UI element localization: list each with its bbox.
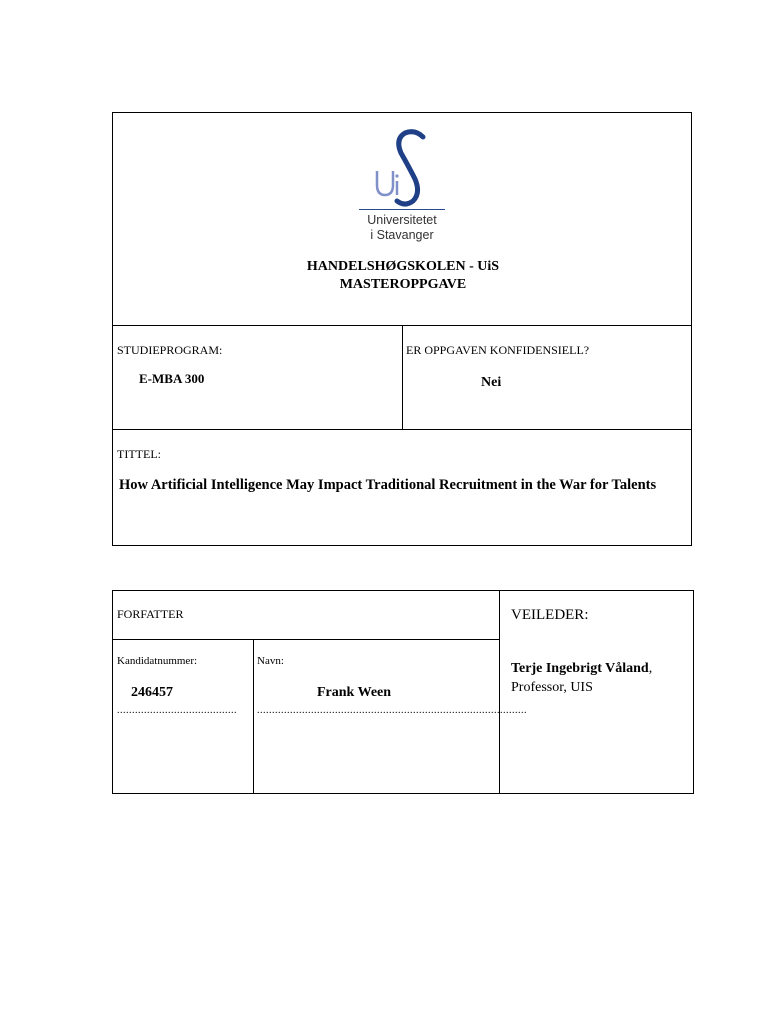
supervisor-label: VEILEDER: (511, 607, 589, 623)
candidate-number-label: Kandidatnummer: (117, 655, 198, 667)
cover-header-box (112, 112, 692, 546)
confidential-label: ER OPPGAVEN KONFIDENSIELL? (406, 343, 590, 357)
divider (402, 325, 403, 429)
author-name-value: Frank Ween (317, 685, 392, 700)
name-label: Navn: (257, 655, 284, 667)
uis-s-logo-icon (357, 127, 447, 211)
program-label: STUDIEPROGRAM: (117, 343, 223, 357)
author-label: FORFATTER (117, 607, 184, 621)
supervisor-name: Terje Ingebrigt Våland (511, 661, 649, 676)
program-value: E-MBA 300 (139, 371, 205, 386)
author-supervisor-box (112, 590, 694, 794)
document-type: MASTEROPPGAVE (339, 277, 467, 292)
confidential-value: Nei (481, 375, 502, 390)
university-logo (357, 127, 447, 245)
logo-text-line-2: i Stavanger (370, 228, 434, 242)
divider (253, 639, 254, 793)
divider (113, 639, 499, 640)
title-label: TITTEL: (117, 447, 161, 461)
logo-divider (359, 209, 445, 210)
candidate-number-value: 246457 (131, 685, 173, 700)
divider (499, 591, 500, 793)
thesis-title: How Artificial Intelligence May Impact Traditional Recruitment in the War for Talents (119, 477, 657, 493)
school-name: HANDELSHØGSKOLEN - UiS (306, 259, 500, 274)
dotted-line: ........................................ (117, 705, 237, 716)
dotted-line: .......................................................................................... (257, 705, 527, 716)
logo-wordmark (357, 213, 447, 243)
supervisor-title: Professor, UIS (511, 680, 593, 695)
logo-text-line-1: Universitetet (367, 213, 437, 227)
divider (113, 429, 691, 430)
supervisor-name-line: Terje Ingebrigt Våland, (511, 661, 653, 676)
